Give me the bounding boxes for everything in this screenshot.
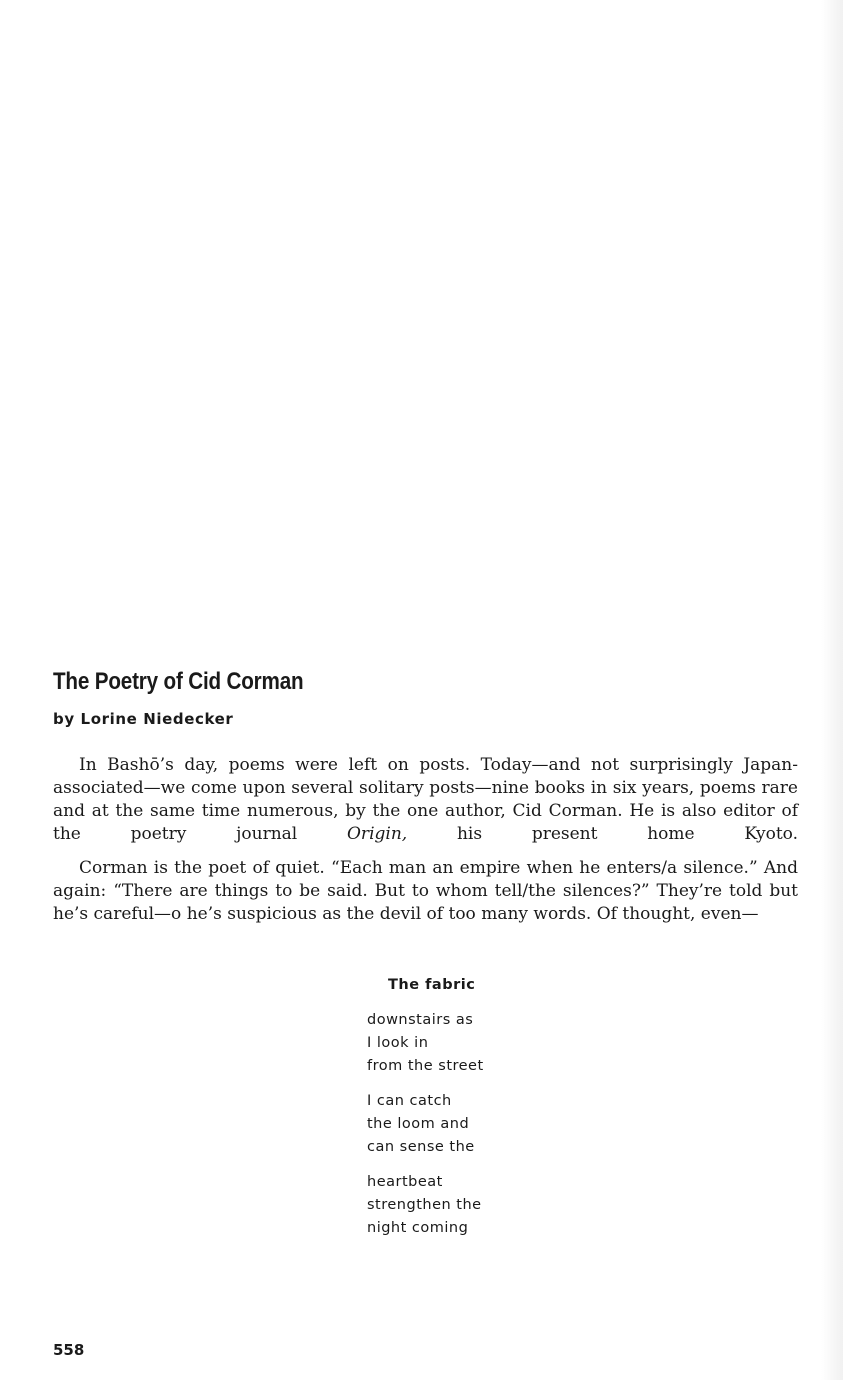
poem-block (367, 974, 484, 1252)
poem-line: from the street (367, 1058, 484, 1074)
paragraph-1-text-start: In Bashō’s day, poems were left on posts. Today—and not surprisingly Japan-associated—we come upon several solitary posts—nine books in six years, poems rare and at the same time numerous, by the one author, Cid Corman. He is also editor of the poetry journal (53, 755, 798, 844)
body-paragraph-2: Corman is the poet of quiet. “Each man an empire when he enters/a silence.” And again: “There are things to be said. But to whom tell/the silences?” They’re told but he’s careful—o he’s suspicious as the devil of too many words. Of thought, even— (53, 858, 798, 924)
poem-line: can sense the (367, 1139, 475, 1155)
page-edge-shadow (821, 0, 843, 1380)
poem-stanza-3 (367, 1171, 484, 1240)
poem-stanza-2 (367, 1090, 484, 1159)
poem-line: night coming (367, 1220, 469, 1236)
poem-line: the loom and (367, 1116, 470, 1132)
poem-stanza-1 (367, 1009, 484, 1078)
paragraph-1-text-end: his present home Kyoto. (407, 824, 798, 844)
article-title: The Poetry of Cid Corman (53, 668, 304, 695)
body-paragraph-1 (53, 754, 798, 846)
poem-line: heartbeat (367, 1174, 443, 1190)
poem-line: I look in (367, 1035, 429, 1051)
page-number: 558 (53, 1341, 85, 1359)
journal-name-italic: Origin, (347, 824, 408, 844)
article-byline: by Lorine Niedecker (53, 710, 234, 728)
poem-line: strengthen the (367, 1197, 482, 1213)
poem-line: downstairs as (367, 1012, 474, 1028)
poem-title: The fabric (388, 977, 476, 993)
article-body (53, 754, 798, 937)
poem-line: I can catch (367, 1093, 452, 1109)
